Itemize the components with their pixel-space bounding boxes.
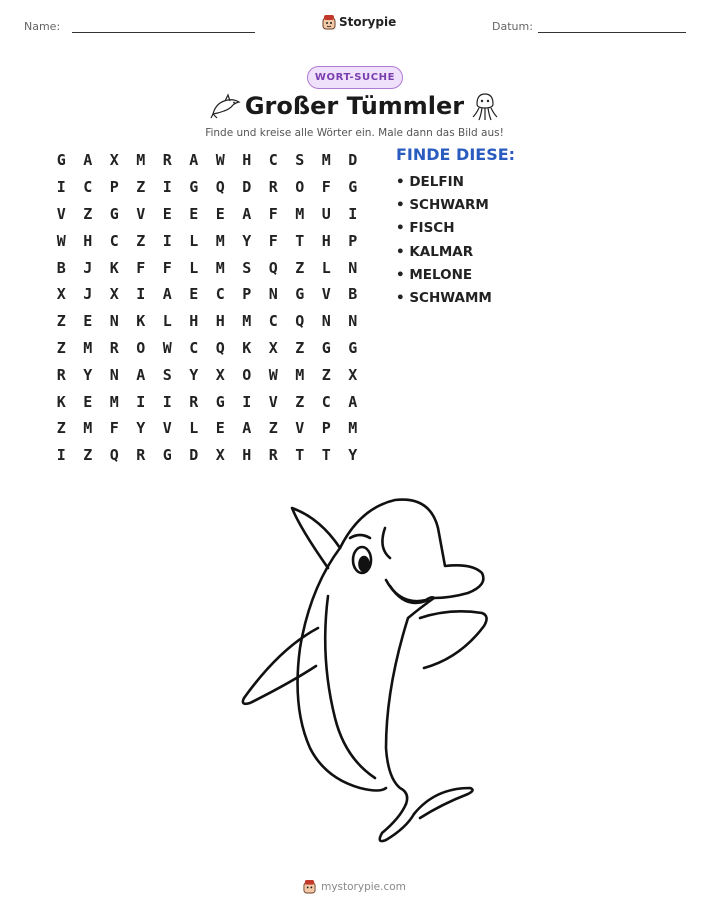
grid-cell[interactable]: L	[162, 312, 172, 331]
date-line[interactable]	[538, 32, 686, 33]
grid-cell[interactable]: F	[268, 231, 278, 250]
grid-cell[interactable]: Z	[136, 178, 146, 197]
word-list-heading: FINDE DIESE:	[396, 145, 516, 164]
grid-cell[interactable]: N	[109, 312, 119, 331]
grid-cell[interactable]: C	[215, 285, 225, 304]
grid-cell[interactable]: V	[268, 392, 278, 411]
grid-cell[interactable]: H	[321, 231, 331, 250]
grid-cell[interactable]: F	[268, 204, 278, 223]
grid-cell[interactable]: V	[136, 204, 146, 223]
grid-cell[interactable]: F	[321, 178, 331, 197]
grid-cell[interactable]: I	[136, 392, 146, 411]
grid-cell[interactable]: M	[295, 365, 305, 384]
grid-cell[interactable]: F	[162, 258, 172, 277]
grid-cell[interactable]: X	[109, 285, 119, 304]
grid-cell[interactable]: M	[321, 151, 331, 170]
grid-cell[interactable]: Z	[268, 419, 278, 438]
grid-cell[interactable]: W	[215, 151, 225, 170]
grid-cell[interactable]: H	[215, 312, 225, 331]
grid-cell[interactable]: M	[136, 151, 146, 170]
grid-cell[interactable]: P	[242, 285, 252, 304]
grid-row	[48, 147, 366, 174]
grid-cell[interactable]: R	[109, 338, 119, 357]
grid-cell[interactable]: H	[189, 312, 199, 331]
grid-cell[interactable]: C	[189, 338, 199, 357]
word-item: • SCHWARM	[396, 196, 489, 213]
squid-icon	[468, 90, 500, 122]
brand	[322, 14, 396, 30]
grid-cell[interactable]: M	[109, 392, 119, 411]
grid-cell[interactable]: K	[136, 312, 146, 331]
grid-cell[interactable]: I	[162, 392, 172, 411]
grid-cell[interactable]: X	[215, 365, 225, 384]
grid-cell[interactable]: R	[56, 365, 66, 384]
grid-cell[interactable]: H	[83, 231, 93, 250]
grid-row	[48, 335, 366, 362]
grid-cell[interactable]: A	[242, 204, 252, 223]
grid-cell[interactable]: G	[189, 178, 199, 197]
grid-cell[interactable]: Q	[295, 312, 305, 331]
grid-cell[interactable]: Y	[348, 446, 358, 465]
grid-cell[interactable]: A	[348, 392, 358, 411]
grid-cell[interactable]: E	[189, 285, 199, 304]
grid-cell[interactable]: G	[348, 178, 358, 197]
grid-cell[interactable]: V	[162, 419, 172, 438]
grid-cell[interactable]: Y	[189, 365, 199, 384]
grid-cell[interactable]: Q	[268, 258, 278, 277]
grid-cell[interactable]: L	[189, 231, 199, 250]
grid-cell[interactable]: C	[109, 231, 119, 250]
grid-cell[interactable]: D	[242, 178, 252, 197]
grid-row	[48, 227, 366, 254]
grid-cell[interactable]: O	[136, 338, 146, 357]
grid-cell[interactable]: G	[295, 285, 305, 304]
grid-cell[interactable]: M	[348, 419, 358, 438]
grid-cell[interactable]: E	[189, 204, 199, 223]
grid-cell[interactable]: I	[162, 231, 172, 250]
grid-row	[48, 388, 366, 415]
grid-cell[interactable]: X	[268, 338, 278, 357]
grid-row	[48, 415, 366, 442]
grid-cell[interactable]: B	[56, 258, 66, 277]
grid-cell[interactable]: N	[348, 312, 358, 331]
grid-cell[interactable]: A	[242, 419, 252, 438]
grid-cell[interactable]: I	[136, 285, 146, 304]
grid-cell[interactable]: S	[242, 258, 252, 277]
grid-cell[interactable]: Z	[295, 392, 305, 411]
grid-cell[interactable]: W	[268, 365, 278, 384]
grid-cell[interactable]: V	[321, 285, 331, 304]
grid-cell[interactable]: I	[162, 178, 172, 197]
footer-url[interactable]: mystorypie.com	[321, 880, 406, 893]
grid-cell[interactable]: N	[268, 285, 278, 304]
grid-row	[48, 254, 366, 281]
grid-cell[interactable]: Y	[242, 231, 252, 250]
grid-cell[interactable]: C	[83, 178, 93, 197]
grid-cell[interactable]: I	[348, 204, 358, 223]
word-list	[396, 170, 492, 310]
grid-cell[interactable]: L	[189, 258, 199, 277]
grid-cell[interactable]: L	[189, 419, 199, 438]
grid-cell[interactable]: V	[56, 204, 66, 223]
grid-cell[interactable]: W	[162, 338, 172, 357]
grid-cell[interactable]: J	[83, 285, 93, 304]
grid-cell[interactable]: Z	[295, 338, 305, 357]
word-item: • KALMAR	[396, 243, 474, 260]
grid-cell[interactable]: G	[109, 204, 119, 223]
grid-cell[interactable]: Z	[83, 204, 93, 223]
grid-cell[interactable]: E	[83, 392, 93, 411]
grid-cell[interactable]: C	[268, 312, 278, 331]
grid-cell[interactable]: X	[56, 285, 66, 304]
grid-cell[interactable]: K	[56, 392, 66, 411]
grid-cell[interactable]: G	[162, 446, 172, 465]
grid-cell[interactable]: A	[189, 151, 199, 170]
grid-cell[interactable]: Z	[83, 446, 93, 465]
grid-cell[interactable]: R	[136, 446, 146, 465]
grid-cell[interactable]: J	[83, 258, 93, 277]
grid-row	[48, 442, 366, 469]
grid-cell[interactable]: N	[109, 365, 119, 384]
grid-cell[interactable]: R	[162, 151, 172, 170]
grid-cell[interactable]: Z	[56, 312, 66, 331]
grid-cell[interactable]: K	[242, 338, 252, 357]
grid-cell[interactable]: A	[162, 285, 172, 304]
grid-cell[interactable]: M	[83, 419, 93, 438]
grid-cell[interactable]: I	[56, 446, 66, 465]
grid-cell[interactable]: Z	[136, 231, 146, 250]
word-item: • SCHWAMM	[396, 290, 492, 307]
grid-row	[48, 308, 366, 335]
storypie-logo-icon	[303, 879, 316, 894]
grid-cell[interactable]: C	[268, 151, 278, 170]
grid-cell[interactable]: M	[215, 231, 225, 250]
grid-row	[48, 174, 366, 201]
grid-cell[interactable]: G	[215, 392, 225, 411]
grid-cell[interactable]: E	[162, 204, 172, 223]
word-search-badge: WORT-SUCHE	[307, 66, 403, 89]
brand-name: Storypie	[339, 15, 397, 29]
grid-cell[interactable]: I	[242, 392, 252, 411]
grid-cell[interactable]: H	[242, 446, 252, 465]
dolphin-illustration	[210, 488, 500, 858]
grid-cell[interactable]: D	[348, 151, 358, 170]
grid-cell[interactable]: Z	[321, 365, 331, 384]
grid-cell[interactable]: H	[242, 151, 252, 170]
grid-cell[interactable]: Q	[109, 446, 119, 465]
grid-cell[interactable]: C	[321, 392, 331, 411]
date-label: Datum:	[492, 20, 533, 33]
grid-cell[interactable]: F	[109, 419, 119, 438]
grid-cell[interactable]: T	[295, 231, 305, 250]
grid-cell[interactable]: G	[56, 151, 66, 170]
grid-cell[interactable]: N	[348, 258, 358, 277]
name-label: Name:	[24, 20, 61, 33]
grid-cell[interactable]: S	[162, 365, 172, 384]
grid-cell[interactable]: P	[348, 231, 358, 250]
grid-cell[interactable]: O	[242, 365, 252, 384]
instructions: Finde und kreise alle Wörter ein. Male dann das Bild aus!	[205, 127, 504, 139]
grid-cell[interactable]: B	[348, 285, 358, 304]
letter-grid	[48, 147, 366, 469]
grid-cell[interactable]: E	[215, 204, 225, 223]
grid-cell[interactable]: Y	[136, 419, 146, 438]
grid-cell[interactable]: Y	[83, 365, 93, 384]
grid-cell[interactable]: T	[295, 446, 305, 465]
name-line[interactable]	[72, 32, 255, 33]
grid-cell[interactable]: O	[295, 178, 305, 197]
grid-cell[interactable]: W	[56, 231, 66, 250]
grid-cell[interactable]: L	[321, 258, 331, 277]
page-title: Großer Tümmler	[244, 92, 465, 120]
word-item: • DELFIN	[396, 173, 464, 190]
footer	[0, 879, 709, 894]
grid-row	[48, 201, 366, 228]
grid-cell[interactable]: M	[295, 204, 305, 223]
grid-cell[interactable]: Z	[56, 419, 66, 438]
grid-cell[interactable]: R	[268, 446, 278, 465]
grid-cell[interactable]: R	[268, 178, 278, 197]
grid-cell[interactable]: Z	[56, 338, 66, 357]
grid-cell[interactable]: Q	[215, 338, 225, 357]
grid-cell[interactable]: K	[109, 258, 119, 277]
grid-cell[interactable]: M	[242, 312, 252, 331]
grid-cell[interactable]: X	[109, 151, 119, 170]
grid-row	[48, 281, 366, 308]
grid-cell[interactable]: A	[136, 365, 146, 384]
grid-cell[interactable]: M	[215, 258, 225, 277]
grid-cell[interactable]: X	[215, 446, 225, 465]
grid-cell[interactable]: F	[136, 258, 146, 277]
grid-cell[interactable]: N	[321, 312, 331, 331]
grid-cell[interactable]: E	[215, 419, 225, 438]
grid-cell[interactable]: A	[83, 151, 93, 170]
grid-cell[interactable]: M	[83, 338, 93, 357]
grid-cell[interactable]: V	[295, 419, 305, 438]
word-item: • FISCH	[396, 220, 455, 237]
grid-cell[interactable]: P	[109, 178, 119, 197]
grid-cell[interactable]: P	[321, 419, 331, 438]
grid-cell[interactable]: T	[321, 446, 331, 465]
grid-cell[interactable]: Z	[295, 258, 305, 277]
storypie-logo-icon	[322, 14, 336, 30]
grid-cell[interactable]: D	[189, 446, 199, 465]
word-item: • MELONE	[396, 266, 473, 283]
grid-cell[interactable]: U	[321, 204, 331, 223]
grid-row	[48, 361, 366, 388]
grid-cell[interactable]: E	[83, 312, 93, 331]
grid-cell[interactable]: Q	[215, 178, 225, 197]
grid-cell[interactable]: G	[321, 338, 331, 357]
grid-cell[interactable]: I	[56, 178, 66, 197]
grid-cell[interactable]: X	[348, 365, 358, 384]
grid-cell[interactable]: R	[189, 392, 199, 411]
grid-cell[interactable]: G	[348, 338, 358, 357]
grid-cell[interactable]: S	[295, 151, 305, 170]
